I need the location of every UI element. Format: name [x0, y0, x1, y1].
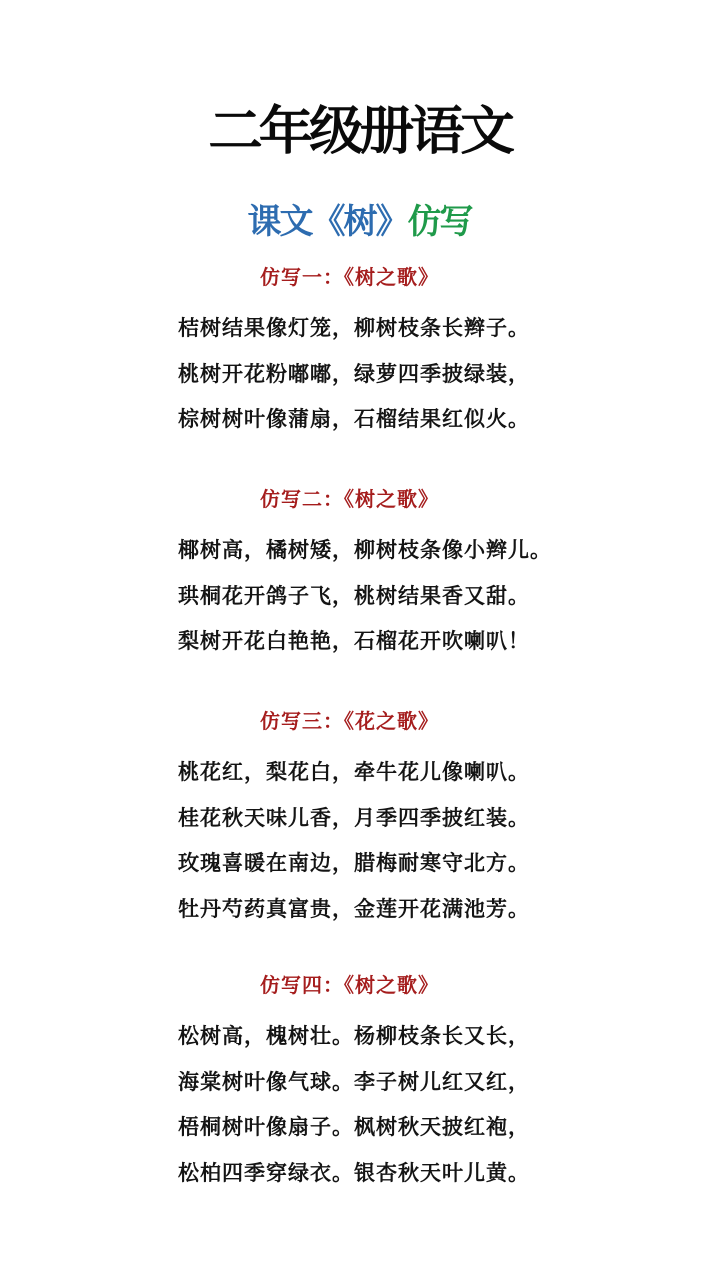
poem-line: 珙桐花开鸽子飞，桃树结果香又甜。: [178, 583, 530, 608]
poem-line: 海棠树叶像气球。李子树儿红又红，: [178, 1069, 530, 1094]
poem-lines: [178, 750, 698, 932]
poem-line: 棕树树叶像蒲扇，石榴结果红似火。: [178, 407, 530, 431]
poem-lines: [178, 306, 698, 443]
imitation-section-3: [178, 706, 698, 932]
poem-line: 桔树结果像灯笼，柳树枝条长辫子。: [178, 316, 530, 340]
poem-line: 桃树开花粉嘟嘟，绿萝四季披绿装，: [178, 361, 530, 386]
section-heading: 仿写二：《树之歌》: [260, 487, 439, 511]
section-heading: 仿写三：《花之歌》: [260, 709, 439, 733]
section-heading: 仿写四：《树之歌》: [260, 973, 439, 997]
page-subtitle: [0, 198, 719, 246]
subtitle-imitation-label: 仿写: [407, 202, 472, 242]
imitation-section-4: [178, 970, 698, 1196]
poem-line: 松柏四季穿绿衣。银杏秋天叶儿黄。: [178, 1160, 530, 1185]
poem-lines: [178, 1014, 698, 1196]
poem-line: 玫瑰喜暖在南边，腊梅耐寒守北方。: [178, 851, 530, 875]
poem-line: 梧桐树叶像扇子。枫树秋天披红袍，: [178, 1115, 530, 1139]
poem-line: 牡丹芍药真富贵，金莲开花满池芳。: [178, 896, 530, 921]
page-title: 二年级册语文: [208, 102, 511, 162]
poem-line: 桂花秋天味儿香，月季四季披红装。: [178, 805, 530, 830]
poem-line: 梨树开花白艳艳，石榴花开吹喇叭！: [178, 629, 530, 653]
imitation-section-1: [178, 262, 698, 443]
poem-line: 椰树高，橘树矮，柳树枝条像小辫儿。: [178, 538, 552, 562]
subtitle-lesson-name: 《树》: [311, 202, 408, 242]
imitation-section-2: [178, 484, 698, 665]
poem-lines: [178, 528, 698, 665]
poem-line: 松树高，槐树壮。杨柳枝条长又长，: [178, 1024, 530, 1048]
subtitle-lesson-label: 课文: [247, 202, 312, 242]
poem-line: 桃花红，梨花白，牵牛花儿像喇叭。: [178, 760, 530, 784]
section-heading: 仿写一：《树之歌》: [260, 265, 439, 289]
